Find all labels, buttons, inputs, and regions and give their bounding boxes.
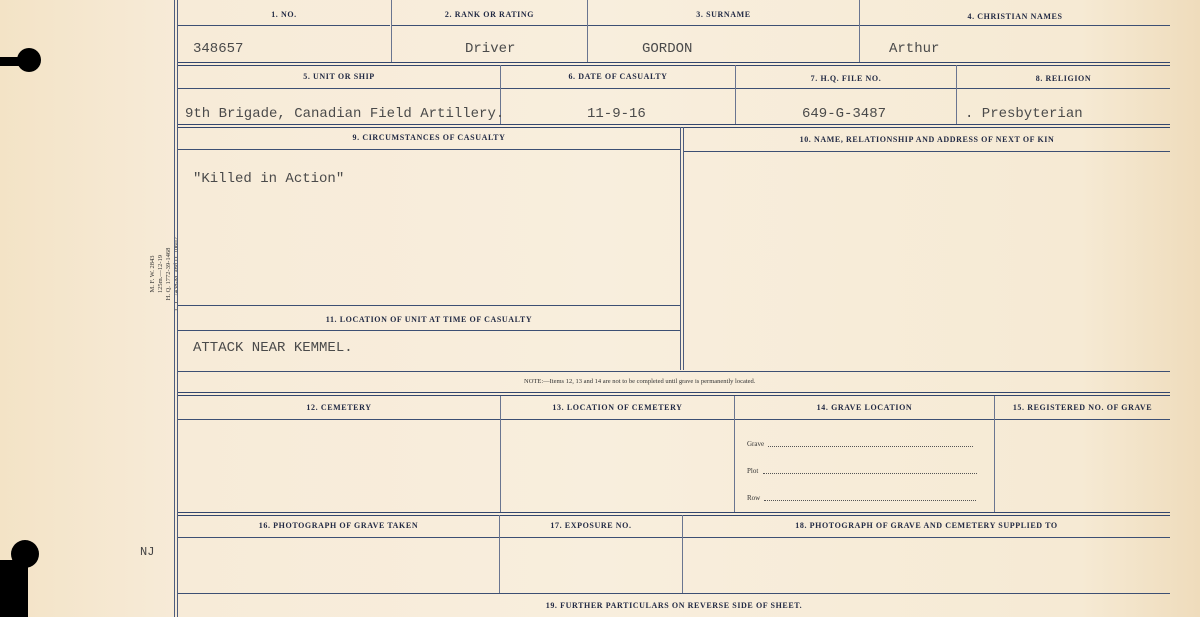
- christian-names-label: 4. CHRISTIAN NAMES: [967, 12, 1063, 21]
- grave-field-line: [768, 446, 973, 447]
- surname-label: 3. SURNAME: [696, 10, 751, 19]
- note: NOTE:—Items 12, 13 and 14 are not to be completed until grave is permanently located.: [524, 378, 756, 385]
- no-label: 1. NO.: [271, 10, 297, 19]
- divider: [734, 396, 735, 512]
- circumstances-label: 9. CIRCUMSTANCES OF CASUALTY: [352, 133, 506, 142]
- rule: [178, 512, 1170, 516]
- rule: [684, 151, 1170, 152]
- photo-supplied-label: 18. PHOTOGRAPH OF GRAVE AND CEMETERY SUPPLIED TO: [795, 521, 1058, 530]
- location-of-unit-value: ATTACK NEAR KEMMEL.: [193, 340, 353, 356]
- christian-names-value: Arthur: [889, 41, 940, 57]
- religion-label: 8. RELIGION: [1035, 74, 1092, 83]
- hq-file-label: 7. H.Q. FILE NO.: [810, 74, 882, 83]
- divider: [994, 396, 995, 512]
- photo-taken-label: 16. PHOTOGRAPH OF GRAVE TAKEN: [258, 521, 419, 530]
- rule: [178, 25, 390, 26]
- initials: NJ: [140, 545, 155, 559]
- rule: [178, 149, 680, 150]
- rule: [178, 392, 1170, 396]
- unit-value: 9th Brigade, Canadian Field Artillery.: [185, 106, 505, 122]
- hq-file-value: 649-G-3487: [802, 106, 887, 122]
- rule: [178, 305, 680, 306]
- grave-field-label: Grave: [747, 440, 765, 448]
- rule: [178, 593, 1170, 594]
- exposure-no-label: 17. EXPOSURE NO.: [550, 521, 632, 530]
- date-value: 11-9-16: [587, 106, 646, 122]
- print-code-2: 125m.—12-19: [157, 254, 164, 294]
- religion-value: . Presbyterian: [965, 106, 1083, 122]
- location-of-cemetery-label: 13. LOCATION OF CEMETERY: [552, 403, 683, 412]
- location-of-unit-label: 11. LOCATION OF UNIT AT TIME OF CASUALTY: [325, 315, 533, 324]
- print-code-3: H. Q. 1772-39-1468: [165, 247, 172, 301]
- plot-field-label: Plot: [747, 467, 759, 475]
- rule: [178, 330, 680, 331]
- row-field-line: [764, 500, 976, 501]
- cemetery-label: 12. CEMETERY: [306, 403, 372, 412]
- divider: [680, 127, 684, 370]
- print-code-1: M. F. W. 2843: [149, 255, 156, 293]
- unit-label: 5. UNIT OR SHIP: [303, 72, 375, 81]
- circumstances-value: "Killed in Action": [193, 171, 345, 187]
- rule: [392, 25, 1170, 26]
- registered-no-label: 15. REGISTERED NO. OF GRAVE: [1012, 403, 1153, 412]
- plot-field-line: [763, 473, 977, 474]
- next-of-kin-label: 10. NAME, RELATIONSHIP AND ADDRESS OF NEXT OF KIN: [799, 135, 1055, 144]
- rule: [178, 88, 1170, 89]
- print-code-4: L. L. 7438-M. and D. 10602: [173, 237, 180, 311]
- punch-hole-bottom: [0, 560, 28, 617]
- surname-value: GORDON: [642, 41, 693, 57]
- date-label: 6. DATE OF CASUALTY: [568, 72, 668, 81]
- no-value: 348657: [193, 41, 244, 57]
- rule: [178, 371, 1170, 372]
- row-field-label: Row: [747, 494, 761, 502]
- rule: [178, 537, 1170, 538]
- grave-location-label: 14. GRAVE LOCATION: [816, 403, 913, 412]
- divider: [859, 0, 860, 62]
- rule: [178, 62, 1170, 66]
- rule: [178, 419, 1170, 420]
- further-particulars-label: 19. FURTHER PARTICULARS ON REVERSE SIDE OF SHEET.: [545, 601, 803, 610]
- rank-value: Driver: [465, 41, 516, 57]
- divider: [500, 396, 501, 512]
- punch-hole-bottom-circle: [11, 540, 39, 568]
- punch-hole-top-circle: [17, 48, 41, 72]
- rule: [178, 124, 1170, 128]
- rank-label: 2. RANK OR RATING: [444, 10, 535, 19]
